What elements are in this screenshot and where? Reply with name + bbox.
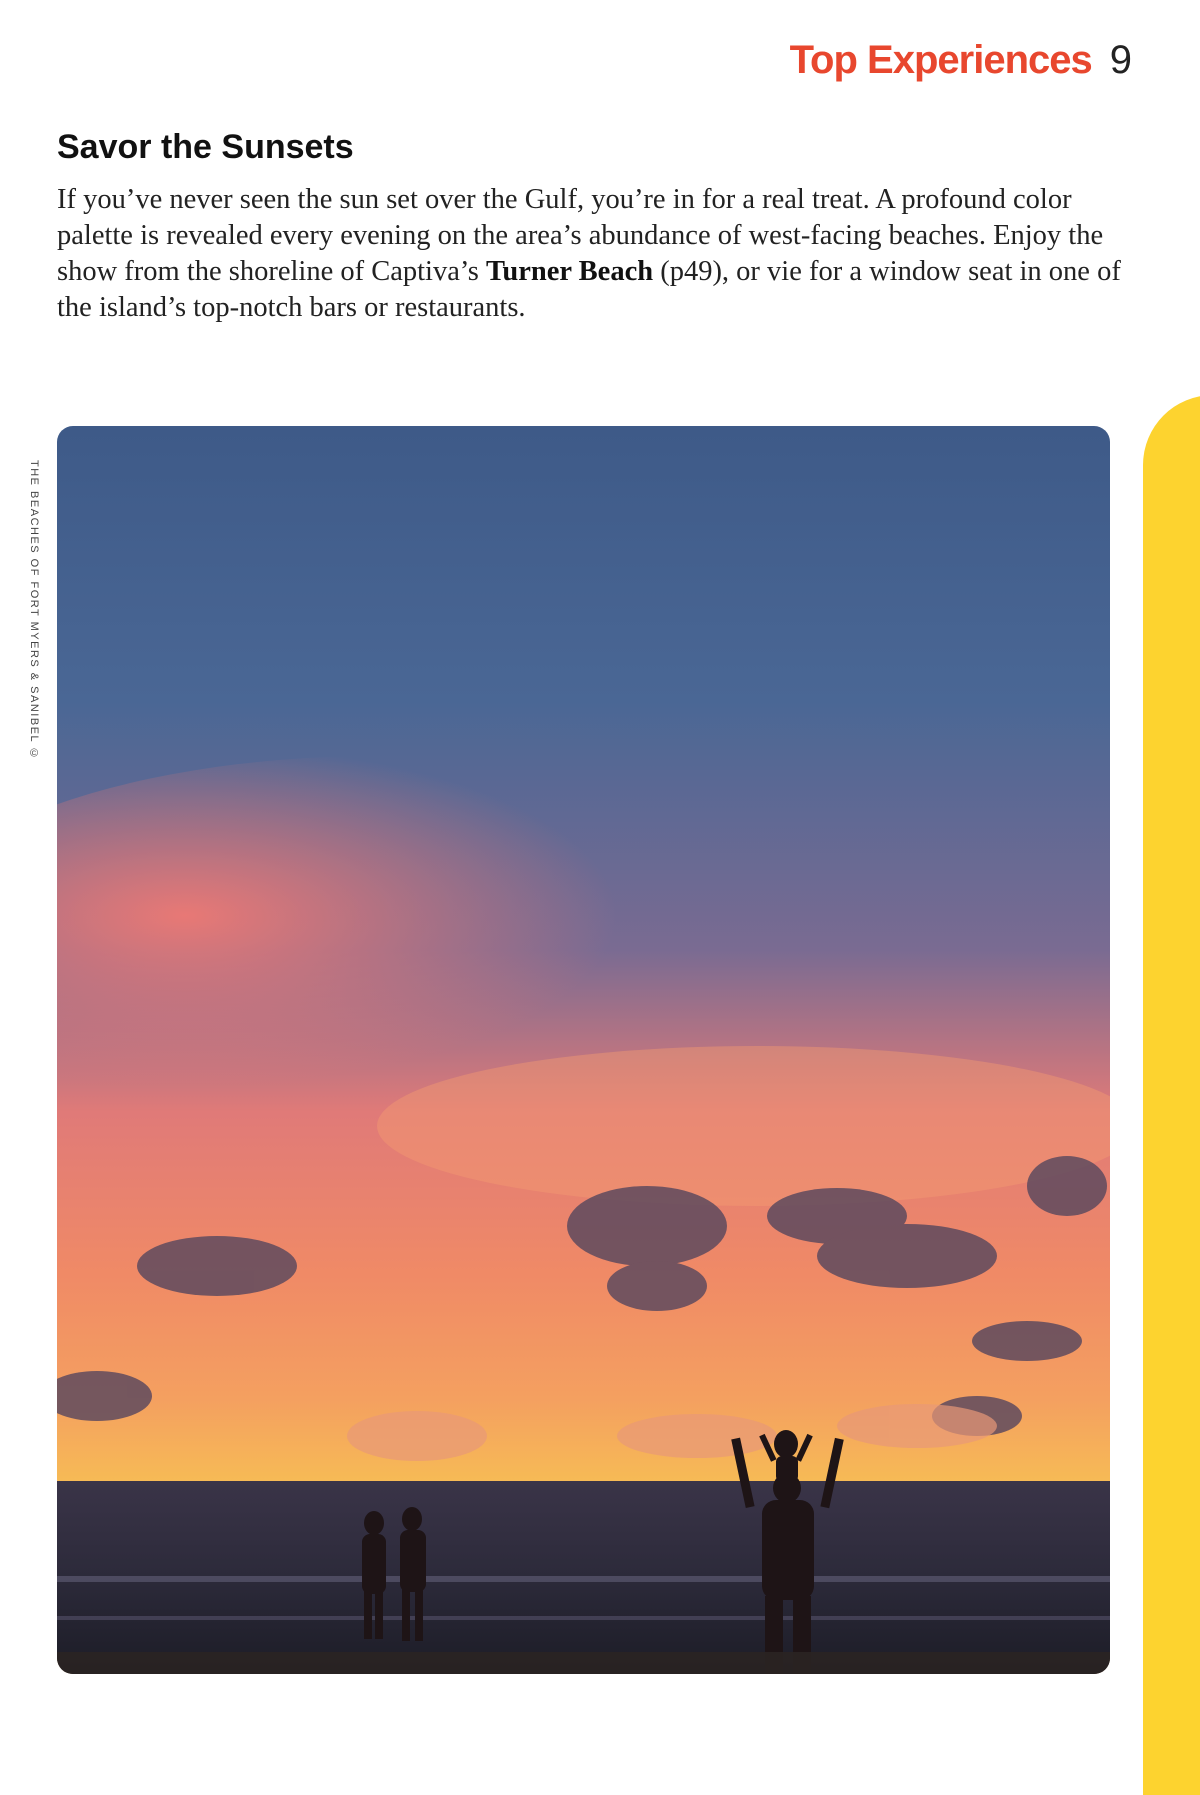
page-tab-marker [1143,395,1200,1795]
section-title: Top Experiences [789,38,1092,82]
article-heading: Savor the Sunsets [57,128,354,166]
page-number: 9 [1109,38,1132,82]
body-text-part: (p49), or vie for a window seat in one of the island’s top-notch bars or restaurants. [57,256,1121,323]
body-text-part: If you’ve never seen the sun set over the Gulf, you’re in for a real treat. A profound color palette is revealed every evening on the area’s abundance of west-facing beaches. Enjoy the show from the shoreline of Captiva’s [57,184,1104,287]
sunset-photo [57,426,1110,1674]
sunset-illustration [57,426,1110,1674]
page-header [790,38,1132,83]
photo-credit: THE BEACHES OF FORT MYERS & SANIBEL © [28,460,40,761]
place-name-turner-beach: Turner Beach [486,256,654,287]
article-body [57,182,1127,326]
